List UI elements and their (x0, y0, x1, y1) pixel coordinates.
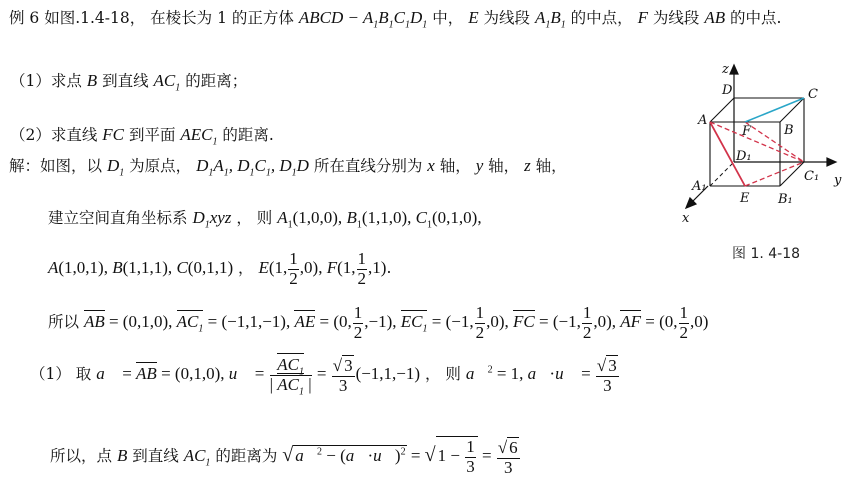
example-header: 例 6 如图.1.4-18， 在棱长为 1 的正方体 (9, 9, 294, 27)
label-y: y (834, 173, 842, 188)
label-a1: A₁ (692, 179, 707, 194)
e-definition: E 为线段 $A_1B_1$ 的中点， (468, 8, 633, 31)
solution-line-5: （1） 取 a⃗ = AB = (0,1,0), u⃗ = $\frac{AC_1}{| AC_1 |}$ = $\frac{√ 3}{3}$ (−1,1,−1) ， 则 a⃗$^2$ = 1, a⃗·u⃗ = $\frac{√ 3}{3}$ (30, 355, 617, 398)
label-a: A (698, 113, 708, 128)
f-definition: F 为线段 AB 的中点. (637, 8, 782, 27)
label-z: z (722, 62, 729, 77)
example-line (9, 8, 782, 31)
cube-name: ABCD − $A_1B_1C_1D_1$ (298, 8, 428, 31)
cube-figure (670, 62, 850, 232)
question-2: （2）求直线 FC 到平面 $AEC_1$ 的距离. (10, 125, 274, 148)
solution-line-6: 所以，点 B 到直线 $AC_1$ 的距离为 √ a⃗$^2$ − (a⃗·u⃗)$^2$ = √ 1 − $\frac{1}{3}$ = $\frac{√ 6}{3}$ (50, 437, 518, 477)
label-c1: C₁ (804, 169, 820, 184)
label-f: F (742, 124, 752, 139)
label-d1: D₁ (736, 149, 752, 164)
solution-line-4: 所以 AB = (0,1,0), $AC_1 = (-1,1,-1)$, AE = (0, $\frac{1}{2}$ ,−1), $EC_1 = (-1$, $\frac{1}{2}$ ,0), FC = (−1, $\frac{1}{2}$ ,0), AF = (0, $\frac{1}{2}$ ,0) (48, 303, 709, 342)
question-1: （1）求点 B 到直线 $AC_1$ 的距离； (10, 71, 248, 94)
solution-line-2: 建立空间直角坐标系 $D_1xyz$ ， 则 $A_1(1,0,0)$, $B_1(1,1,0)$, $C_1(0,1,0)$, (48, 208, 482, 231)
label-e: E (740, 191, 750, 206)
label-b: B (784, 123, 794, 138)
label-d: D (722, 83, 733, 98)
example-mid: 中， (432, 9, 464, 27)
fc-line (745, 98, 804, 122)
solution-line-1: 解：如图，以 $D_1$ 为原点， $D_1A_1$, $D_1C_1$, $D_1D$ 所在直线分别为 x 轴， y 轴， z 轴， (9, 156, 567, 179)
label-c: C (808, 87, 818, 102)
solution-line-3: A(1,0,1), B(1,1,1), C(0,1,1) ， E(1, $\frac{1}{2}$ ,0), F(1, $\frac{1}{2}$ ,1). (48, 249, 392, 288)
label-b1: B₁ (778, 192, 793, 207)
label-x: x (682, 211, 690, 226)
figure-caption: 图 1. 4-18 (732, 246, 801, 262)
